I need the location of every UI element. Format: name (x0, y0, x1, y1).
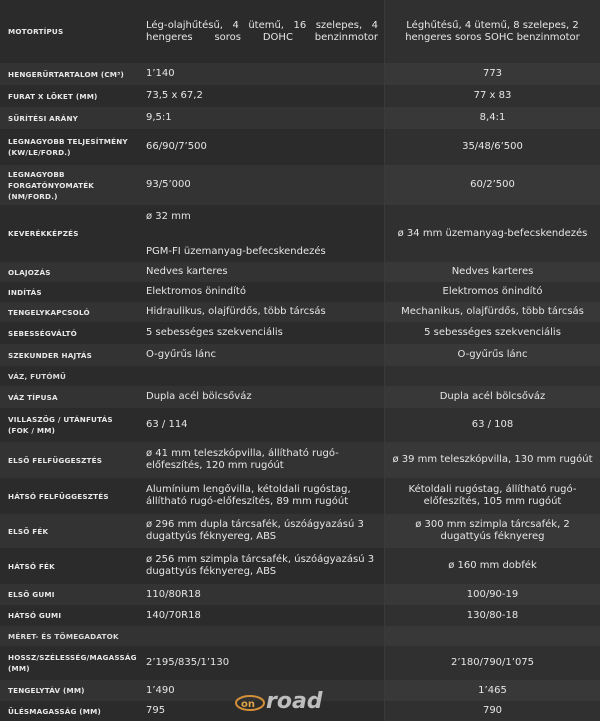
row-label: LEGNAGYOBB TELJESÍTMÉNY (KW/LE/FORD.) (8, 137, 128, 157)
col1-value: 73,5 x 67,2 (146, 90, 203, 101)
col2-value: 1’465 (384, 680, 600, 701)
col1-value: Dupla acél bölcsőváz (146, 391, 252, 402)
table-row (0, 442, 600, 478)
col2-value: ø 300 mm szimpla tárcsafék, 2 dugattyús féknyereg (384, 514, 600, 548)
col1-value: 1’140 (146, 68, 175, 79)
col2-value: Nedves karteres (384, 262, 600, 282)
table-row (0, 514, 600, 548)
row-label: INDÍTÁS (8, 287, 42, 297)
col2-value: O-gyűrűs lánc (384, 344, 600, 366)
col1-value-line: ø 32 mm (146, 211, 191, 222)
table-row (0, 165, 600, 205)
col1-value: 9,5:1 (146, 112, 172, 123)
col2-value: 63 / 108 (384, 408, 600, 442)
row-label: VÁZ TÍPUSA (8, 392, 58, 402)
col2-value: 773 (384, 63, 600, 85)
col2-value (384, 626, 600, 646)
table-row (0, 63, 600, 85)
table-row (0, 205, 600, 262)
table-row (0, 548, 600, 584)
table-row (0, 282, 600, 302)
row-label: HÁTSÓ FELFÜGGESZTÉS (8, 491, 109, 501)
table-row (0, 408, 600, 442)
logo-big-text: road (266, 689, 323, 714)
row-label: ÜLÉSMAGASSÁG (MM) (8, 706, 101, 716)
row-label: KEVERÉKKÉPZÉS (8, 229, 79, 238)
row-label: SŰRÍTÉSI ARÁNY (8, 113, 79, 123)
col1-value: Alumínium lengővilla, kétoldali rugóstag, állítható rugó-előfeszítés, 89 mm rugóút (146, 484, 351, 507)
col2-value: 790 (384, 701, 600, 721)
table-row (0, 478, 600, 514)
table-row (0, 0, 600, 63)
table-row (0, 605, 600, 626)
col1-value: 1’490 (146, 684, 175, 696)
col1-value: Nedves karteres (146, 266, 228, 277)
table-row (0, 344, 600, 366)
col2-value: 35/48/6’500 (384, 129, 600, 165)
section-header (0, 626, 600, 646)
col1-value: 5 sebességes szekvenciális (146, 327, 283, 338)
col1-value: ø 296 mm dupla tárcsafék, úszóágyazású 3 dugattyús féknyereg, ABS (146, 519, 364, 542)
section-label: MÉRET- ÉS TÖMEGADATOK (8, 631, 119, 641)
table-row (0, 262, 600, 282)
col2-value: 5 sebességes szekvenciális (384, 322, 600, 344)
col2-value: 8,4:1 (384, 107, 600, 129)
row-label: FURAT X LÖKET (MM) (8, 91, 98, 101)
col2-value: Kétoldali rugóstag, állítható rugó-előfeszítés, 105 mm rugóút (384, 478, 600, 514)
col1-value: 63 / 114 (146, 419, 188, 430)
row-label: TENGELYTÁV (MM) (8, 686, 85, 695)
col1-value: 795 (146, 705, 166, 716)
col1-value-line: PGM-FI üzemanyag-befecskendezés (146, 246, 326, 257)
col1-value: 66/90/7’500 (146, 141, 207, 152)
col2-value: Léghűtésű, 4 ütemű, 8 szelepes, 2 hengeres soros SOHC benzinmotor (384, 0, 600, 63)
col1-value: 140/70R18 (146, 609, 201, 621)
col2-value: 2’180/790/1’075 (384, 646, 600, 680)
col1-value: O-gyűrűs lánc (146, 349, 216, 360)
table-row (0, 129, 600, 165)
row-label: SZEKUNDER HAJTÁS (8, 350, 93, 360)
col2-value: ø 39 mm teleszkópvilla, 130 mm rugóút (384, 442, 600, 478)
col2-value: 130/80-18 (384, 605, 600, 626)
row-label: ELSŐ GUMI (8, 590, 55, 599)
col1-value: ø 256 mm szimpla tárcsafék, úszóágyazású 3 dugattyús féknyereg, ABS (146, 554, 375, 577)
table-row (0, 107, 600, 129)
row-label: HÁTSÓ GUMI (8, 611, 62, 620)
col2-value: Elektromos önindító (384, 282, 600, 302)
col1-value: ø 41 mm teleszkópvilla, állítható rugó-előfeszítés, 120 mm rugóút (146, 448, 339, 471)
onroad-logo (232, 686, 362, 716)
row-label: ELSŐ FELFÜGGESZTÉS (8, 455, 103, 465)
row-label: HENGERŰRTARTALOM (CM³) (8, 69, 124, 79)
col2-value (384, 366, 600, 386)
table-row (0, 302, 600, 322)
col1-value (140, 626, 384, 646)
row-label: ELSŐ FÉK (8, 526, 49, 536)
col2-value: 100/90-19 (384, 584, 600, 605)
section-label: VÁZ, FUTÓMŰ (8, 371, 67, 381)
col1-value: Hidraulikus, olajfürdős, több tárcsás (146, 306, 326, 317)
col2-value: ø 34 mm üzemanyag-befecskendezés (384, 205, 600, 262)
row-label: LEGNAGYOBB FORGATÓNYOMATÉK (NM/FORD.) (8, 169, 95, 201)
col2-value: Mechanikus, olajfürdős, több tárcsás (384, 302, 600, 322)
col1-value (140, 205, 384, 262)
row-label: OLAJOZÁS (8, 267, 51, 277)
col1-value: 110/80R18 (146, 588, 201, 600)
col2-value: 77 x 83 (384, 85, 600, 107)
col2-value: 60/2’500 (384, 165, 600, 205)
col2-value: Dupla acél bölcsőváz (384, 386, 600, 408)
logo-small-text: on (241, 699, 255, 710)
row-label: MOTORTÍPUS (8, 27, 64, 36)
col2-value: ø 160 mm dobfék (384, 548, 600, 584)
row-label: VILLASZÖG / UTÁNFUTÁS (FOK / MM) (8, 415, 113, 435)
row-label: TENGELYKAPCSOLÓ (8, 307, 90, 317)
col1-value: Elektromos önindító (146, 286, 246, 297)
row-label: SEBESSÉGVÁLTÓ (8, 328, 77, 338)
col1-value (140, 366, 384, 386)
section-header (0, 366, 600, 386)
col1-value: 93/5’000 (146, 179, 191, 190)
table-row (0, 322, 600, 344)
col1-value: 2’195/835/1’130 (146, 657, 230, 668)
table-row (0, 386, 600, 408)
row-label: HOSSZ/SZÉLESSÉG/MAGASSÁG (MM) (8, 653, 137, 673)
table-row (0, 85, 600, 107)
table-row (0, 646, 600, 680)
row-label: HÁTSÓ FÉK (8, 561, 55, 571)
col1-value: Lég-olajhűtésű, 4 ütemű, 16 szelepes, 4 hengeres soros DOHC benzinmotor (146, 19, 378, 43)
table-row (0, 584, 600, 605)
